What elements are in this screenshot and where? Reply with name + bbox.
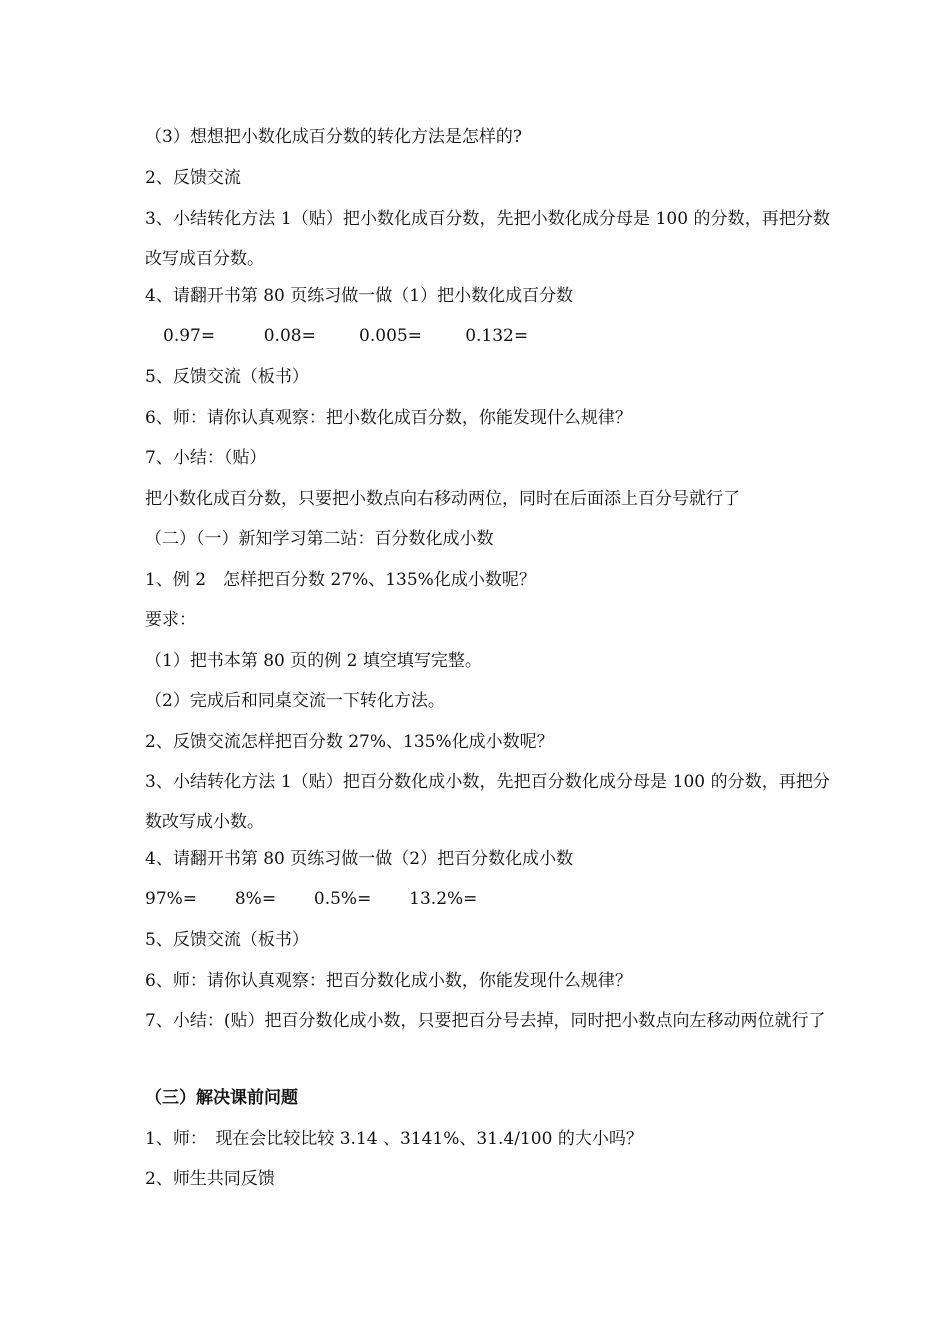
text-line: 把小数化成百分数，只要把小数点向右移动两位，同时在后面添上百分号就行了 [145, 489, 740, 509]
text-line: （3）想想把小数化成百分数的转化方法是怎样的? [145, 127, 522, 147]
paragraph: 7、小结：(贴）把百分数化成小数，只要把百分号去掉，同时把小数点向左移动两位就行了 [145, 1011, 826, 1031]
exercise-line: 0.97= 0.08= 0.005= 0.132= [163, 326, 529, 346]
text-line: 7、小结：（贴） [145, 448, 267, 468]
text-line: （2）完成后和同桌交流一下转化方法。 [145, 691, 445, 711]
section-heading: （二）（一）新知学习第二站：百分数化成小数 [145, 529, 494, 549]
text-line: 2、反馈交流 [145, 168, 241, 188]
text-line: 5、反馈交流（板书） [145, 367, 309, 387]
text-line: 1、师： 现在会比较比较 3.14 、3141%、31.4/100 的大小吗？ [145, 1129, 643, 1149]
text-line: 要求： [145, 610, 196, 630]
text-line: （1）把书本第 80 页的例 2 填空填写完整。 [145, 651, 482, 671]
text-line: 4、请翻开书第 80 页练习做一做（2）把百分数化成小数 [145, 849, 574, 869]
text-line: 5、反馈交流（板书） [145, 930, 309, 950]
text-line: 6、师：请你认真观察：把百分数化成小数，你能发现什么规律？ [145, 971, 632, 991]
section-heading: （三）解决课前问题 [145, 1088, 298, 1108]
paragraph: 3、小结转化方法 1（贴）把小数化成百分数，先把小数化成分母是 100 的分数，再把分数改写成百分数。 [145, 209, 830, 269]
paragraph: 3、小结转化方法 1（贴）把百分数化成小数，先把百分数化成分母是 100 的分数，再把分数改写成小数。 [145, 772, 830, 832]
text-line: 2、师生共同反馈 [145, 1169, 275, 1189]
text-line: 1、例 2 怎样把百分数 27%、135%化成小数呢？ [145, 570, 536, 590]
text-line: 6、师：请你认真观察：把小数化成百分数，你能发现什么规律？ [145, 408, 632, 428]
text-line: 4、请翻开书第 80 页练习做一做（1）把小数化成百分数 [145, 286, 574, 306]
exercise-line: 97%= 8%= 0.5%= 13.2%= [145, 889, 478, 909]
text-line: 2、反馈交流怎样把百分数 27%、135%化成小数呢？ [145, 732, 554, 752]
